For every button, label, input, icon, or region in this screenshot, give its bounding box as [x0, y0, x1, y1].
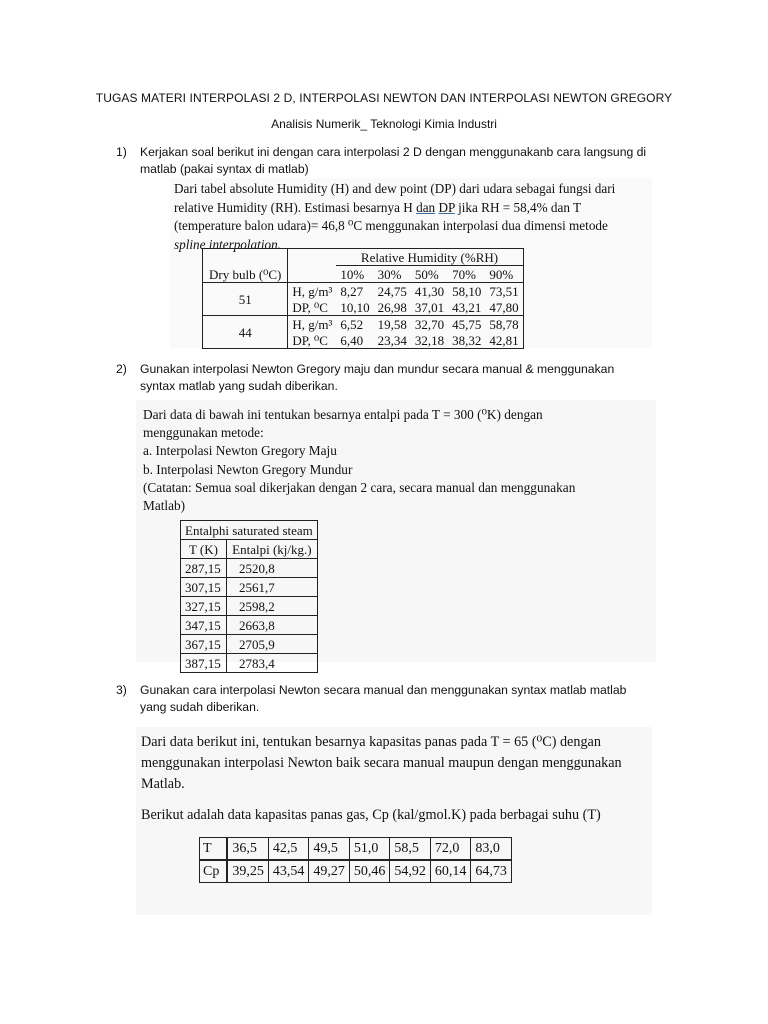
q1-para-line-2: relative Humidity (RH). Estimasi besarnya H dan DP jika RH = 58,4% dan T — [174, 199, 582, 215]
table-caption: Entalphi saturated steam — [181, 521, 318, 540]
table-cell: 50,46 — [349, 860, 390, 883]
question-1-scan — [170, 178, 652, 348]
table-cell: 26,98 — [374, 299, 411, 316]
row-header: Cp — [200, 860, 228, 883]
question-1-number: 1) — [116, 145, 127, 159]
table-cell: 60,14 — [430, 860, 471, 883]
table-cell: 83,0 — [471, 838, 512, 861]
q2-para-line-6: Matlab) — [143, 498, 186, 514]
q1-para-line-1: Dari tabel absolute Humidity (H) and dew point (DP) dari udara sebagai fungsi dari — [174, 181, 616, 196]
q1-para-line-3: (temperature balon udara)= 46,8 ⁰C menggunakan interpolasi dua dimensi metode — [174, 218, 608, 233]
question-1 — [116, 144, 736, 180]
table-cell: 6,40 — [336, 332, 373, 349]
table-cell: 2598,2 — [226, 597, 317, 616]
table-cell: 43,54 — [268, 860, 309, 883]
table-cell: 367,15 — [181, 635, 227, 654]
column-header: Entalpi (kj/kg.) — [226, 540, 317, 559]
rh-column-header: 10% — [340, 266, 365, 282]
table-cell: 287,15 — [181, 559, 227, 578]
dry-bulb-value: 51 — [203, 283, 288, 316]
table-cell: 64,73 — [471, 860, 512, 883]
table-cell: 347,15 — [181, 616, 227, 635]
question-3-line-1: Gunakan cara interpolasi Newton secara manual dan menggunakan syntax matlab matlab — [140, 683, 627, 697]
relative-humidity-header: Relative Humidity (%RH) — [336, 249, 523, 266]
q2-para-line-4: b. Interpolasi Newton Gregory Mundur — [143, 461, 353, 477]
table-cell: 42,5 — [268, 838, 309, 861]
q1-para-line-4: spline interpolation. — [174, 236, 281, 252]
table-cell: 39,25 — [227, 860, 268, 883]
table-cell: 49,27 — [309, 860, 350, 883]
table-cell: 387,15 — [181, 654, 227, 673]
table-cell: 37,01 — [411, 299, 448, 316]
table-cell: 2705,9 — [226, 635, 317, 654]
table-cell: 307,15 — [181, 578, 227, 597]
table-cell: 32,18 — [411, 332, 448, 349]
row-label: H, g/m³ — [292, 316, 333, 332]
table-cell: 58,78 — [485, 316, 523, 333]
table-cell: 45,75 — [452, 316, 482, 332]
table-cell: 49,5 — [309, 838, 350, 861]
question-3-number: 3) — [116, 683, 127, 697]
question-1-line-1: Kerjakan soal berikut ini dengan cara interpolasi 2 D dengan menggunakanb cara langsung di — [140, 145, 647, 159]
table-cell: 32,70 — [414, 316, 445, 332]
question-3 — [116, 682, 736, 718]
document-subtitle: Analisis Numerik_ Teknologi Kimia Industri — [271, 117, 497, 131]
table-cell: 8,27 — [336, 283, 373, 300]
dry-bulb-value: 44 — [203, 316, 288, 349]
q2-para-line-3: a. Interpolasi Newton Gregory Maju — [143, 443, 337, 459]
table-cell: 19,58 — [377, 316, 407, 332]
table-cell: 43,21 — [448, 299, 485, 316]
table-cell: 51,0 — [349, 838, 390, 861]
table-cell: 58,5 — [390, 838, 431, 861]
enthalpy-table — [180, 520, 318, 673]
row-label: DP, ⁰C — [288, 299, 337, 316]
table-cell: 2561,7 — [226, 578, 317, 597]
table-cell: 47,80 — [485, 299, 523, 316]
column-header: T (K) — [181, 540, 227, 559]
q2-para-line-5: (Catatan: Semua soal dikerjakan dengan 2 cara, secara manual dan menggunakan — [143, 479, 576, 495]
table-cell: 2783,4 — [226, 654, 317, 673]
question-2-scan — [136, 400, 656, 671]
row-header: T — [200, 838, 228, 861]
table-cell: 24,75 — [374, 283, 411, 300]
table-cell: 42,81 — [485, 332, 523, 349]
table-cell: 2663,8 — [226, 616, 317, 635]
q2-para-line-1: Dari data di bawah ini tentukan besarnya entalpi pada T = 300 (⁰K) dengan — [143, 407, 543, 422]
q3-para-line-4: Berikut adalah data kapasitas panas gas, Cp (kal/gmol.K) pada berbagai suhu (T) — [141, 807, 601, 823]
question-3-scan — [136, 727, 652, 915]
table-cell: 327,15 — [181, 597, 227, 616]
dry-bulb-header: Dry bulb (⁰C) — [203, 249, 288, 283]
table-cell: 73,51 — [485, 283, 523, 300]
rh-column-header: 30% — [377, 266, 402, 282]
table-cell: 23,34 — [374, 332, 411, 349]
humidity-table — [202, 248, 524, 349]
question-3-paragraph — [141, 732, 651, 826]
table-cell: 58,10 — [448, 283, 485, 300]
table-cell: 54,92 — [390, 860, 431, 883]
document-title: TUGAS MATERI INTERPOLASI 2 D, INTERPOLASI NEWTON DAN INTERPOLASI NEWTON GREGORY — [95, 91, 673, 105]
q3-para-line-3: Matlab. — [141, 776, 185, 792]
q3-para-line-2: menggunakan interpolasi Newton baik secara manual maupun dengan menggunakan — [141, 755, 622, 771]
question-1-line-2: matlab (pakai syntax di matlab) — [140, 162, 309, 176]
heat-capacity-table — [199, 837, 512, 883]
table-cell: 2520,8 — [226, 559, 317, 578]
question-2-line-1: Gunakan interpolasi Newton Gregory maju dan mundur secara manual & menggunakan — [140, 362, 615, 376]
row-label: H, g/m³ — [288, 283, 337, 300]
question-2-paragraph — [143, 406, 653, 515]
table-cell: 72,0 — [430, 838, 471, 861]
table-cell: 6,52 — [340, 316, 364, 332]
table-cell: 10,10 — [336, 299, 373, 316]
question-2-number: 2) — [116, 362, 127, 376]
rh-column-header: 50% — [414, 266, 439, 282]
question-2 — [116, 361, 736, 397]
question-2-line-2: syntax matlab yang sudah diberikan. — [140, 379, 338, 393]
rh-column-header: 90% — [485, 266, 523, 283]
q3-para-line-1: Dari data berikut ini, tentukan besarnya kapasitas panas pada T = 65 (⁰C) dengan — [141, 734, 601, 750]
table-cell: 41,30 — [411, 283, 448, 300]
table-cell: 36,5 — [227, 838, 268, 861]
question-1-paragraph — [174, 180, 650, 254]
rh-column-header: 70% — [452, 266, 476, 282]
row-label: DP, ⁰C — [288, 332, 337, 349]
table-cell: 38,32 — [448, 332, 485, 349]
question-3-line-2: yang sudah diberikan. — [140, 700, 260, 714]
q2-para-line-2: menggunakan metode: — [143, 425, 264, 441]
